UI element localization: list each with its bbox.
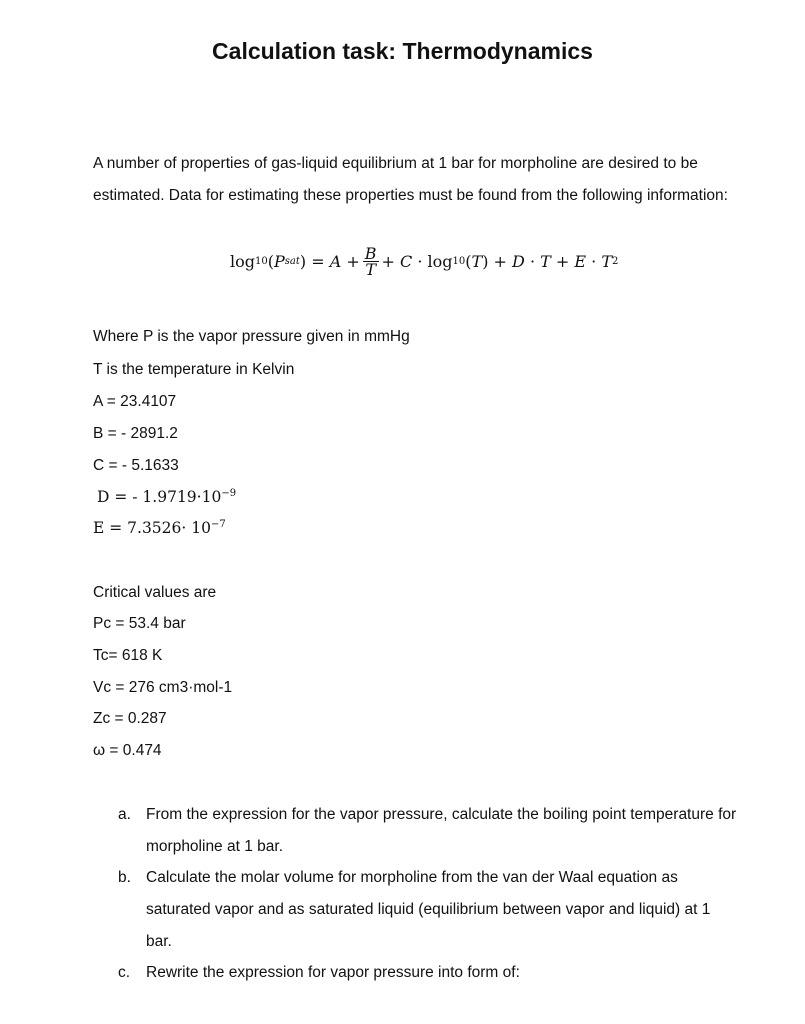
task-item-a — [118, 799, 738, 863]
eq-log-sub: 10 — [255, 256, 268, 267]
critical-vc: Vc = 276 cm3·mol-1 — [93, 679, 233, 696]
eq-a: A — [329, 252, 342, 271]
eq-equals: = — [311, 252, 325, 271]
eq-log2-sub: 10 — [452, 256, 466, 267]
t-definition: T is the temperature in Kelvin — [93, 361, 295, 378]
critical-pc: Pc = 53.4 bar — [93, 615, 186, 632]
page-title: Calculation task: Thermodynamics — [212, 38, 593, 64]
critical-heading: Critical values are — [93, 584, 217, 601]
p-definition: Where P is the vapor pressure given in mmHg — [93, 328, 410, 345]
intro-paragraph: A number of properties of gas-liquid equilibrium at 1 bar for morpholine are desired to be estimated. Data for estimating these properties must be found from the following information: — [93, 155, 728, 204]
constant-e-text: E = 7.3526· 10 — [93, 519, 211, 538]
eq-log2: log — [427, 252, 453, 271]
constant-b: B = - 2891.2 — [93, 425, 178, 442]
eq-frac-num: B — [364, 244, 377, 263]
task-text: Rewrite the expression for vapor pressure into form of: — [146, 964, 520, 981]
eq-frac-den: T — [365, 260, 376, 279]
constant-d — [97, 488, 236, 506]
eq-log: log — [230, 252, 255, 271]
task-marker: c. — [118, 964, 131, 981]
constant-d-text: D = - 1.9719·10 — [97, 488, 222, 507]
critical-tc: Tc= 618 K — [93, 647, 163, 664]
task-item-b — [118, 862, 738, 958]
critical-omega: ω = 0.474 — [93, 742, 162, 759]
eq-t2-sup: 2 — [612, 256, 619, 267]
task-marker: b. — [118, 869, 131, 886]
eq-d: D — [512, 252, 525, 271]
eq-t2: T — [601, 252, 612, 271]
eq-p-sup: sat — [284, 256, 300, 267]
eq-t: T — [471, 252, 483, 271]
task-item-c — [118, 957, 738, 989]
eq-c: C — [400, 252, 413, 271]
task-marker: a. — [118, 806, 131, 823]
eq-t-d: T — [540, 252, 551, 271]
eq-p: P — [273, 252, 285, 271]
constant-a: A = 23.4107 — [93, 393, 177, 410]
critical-zc: Zc = 0.287 — [93, 710, 167, 727]
task-text: From the expression for the vapor pressure, calculate the boiling point temperature for morpholine at 1 bar. — [146, 806, 737, 855]
eq-e: E — [574, 252, 587, 271]
constant-e — [93, 519, 226, 537]
task-text: Calculate the molar volume for morpholine from the van der Waal equation as saturated vapor and as saturated liquid (equilibrium between vapor and liquid) at 1 bar. — [146, 869, 711, 950]
eq-fraction — [363, 246, 379, 277]
constant-c: C = - 5.1633 — [93, 457, 179, 474]
constant-d-exp: −9 — [221, 488, 237, 499]
constant-e-exp: −7 — [210, 519, 226, 530]
vapor-pressure-equation: log 10 ( P sat ) = A + $\frac{B}{T}$ + C · log 10 ( T ) + D · T + E · T 2 — [230, 244, 619, 279]
